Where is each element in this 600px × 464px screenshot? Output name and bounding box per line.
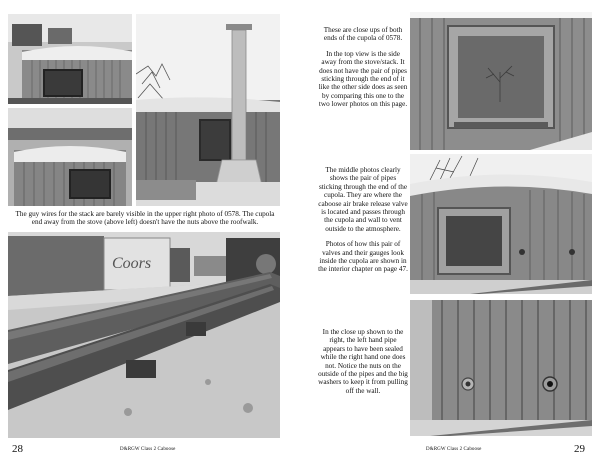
- photo-cupola-end-with-pipes: [410, 154, 592, 294]
- caption-top-paragraph: These are close ups of both ends of the cupola of 0578.: [323, 26, 403, 43]
- caption-bottom-paragraph: In the close up shown to the right, the left hand pipe appears to have been sealed while the right hand one does not. Notice the nuts on the outside of the pipes and the big washers to keep it from pulling off the wall.: [318, 328, 408, 395]
- photo-smoke-stack: [136, 14, 280, 206]
- caption-middle-paragraph: The middle photos clearly shows the pair of pipes sticking through the end of the cupola. They are where the caboose air brake release valve is located and passes through the cupola and wall to vent outside to the atmosphere.: [318, 166, 408, 233]
- right-page-caption-top: [318, 26, 408, 116]
- right-page-number: 29: [574, 443, 585, 455]
- right-page-caption-middle: [318, 166, 408, 281]
- caption-middle-paragraph: Photos of how this pair of valves and their gauges look inside the cupola are shown in the interior chapter on page 47.: [318, 240, 408, 274]
- caption-top-paragraph: In the top view is the side away from the stove/stack. It does not have the pair of pipes sticking through the end of it like the other side does as seen by comparing this one to the two lower photos on this page.: [318, 49, 408, 109]
- left-page-caption: The guy wires for the stack are barely visible in the upper right photo of 0578. The cupola end away from the stove (above left) doesn't have the nuts above the roofwalk.: [15, 210, 275, 227]
- photo-cupola-roofwalk-end: [8, 108, 132, 206]
- photo-cupola-end-no-pipes: [410, 12, 592, 150]
- photo-pipes-closeup: [410, 300, 592, 436]
- boxcar-lettering: Coors: [112, 255, 152, 272]
- photo-roofwalk-boards: [8, 232, 280, 438]
- right-page-caption-bottom: [318, 328, 408, 402]
- photo-cupola-yard-view: [8, 14, 132, 104]
- right-running-head: D&RGW Class 2 Caboose: [426, 447, 482, 452]
- left-page-number: 28: [12, 443, 23, 455]
- left-running-head: D&RGW Class 2 Caboose: [120, 447, 176, 452]
